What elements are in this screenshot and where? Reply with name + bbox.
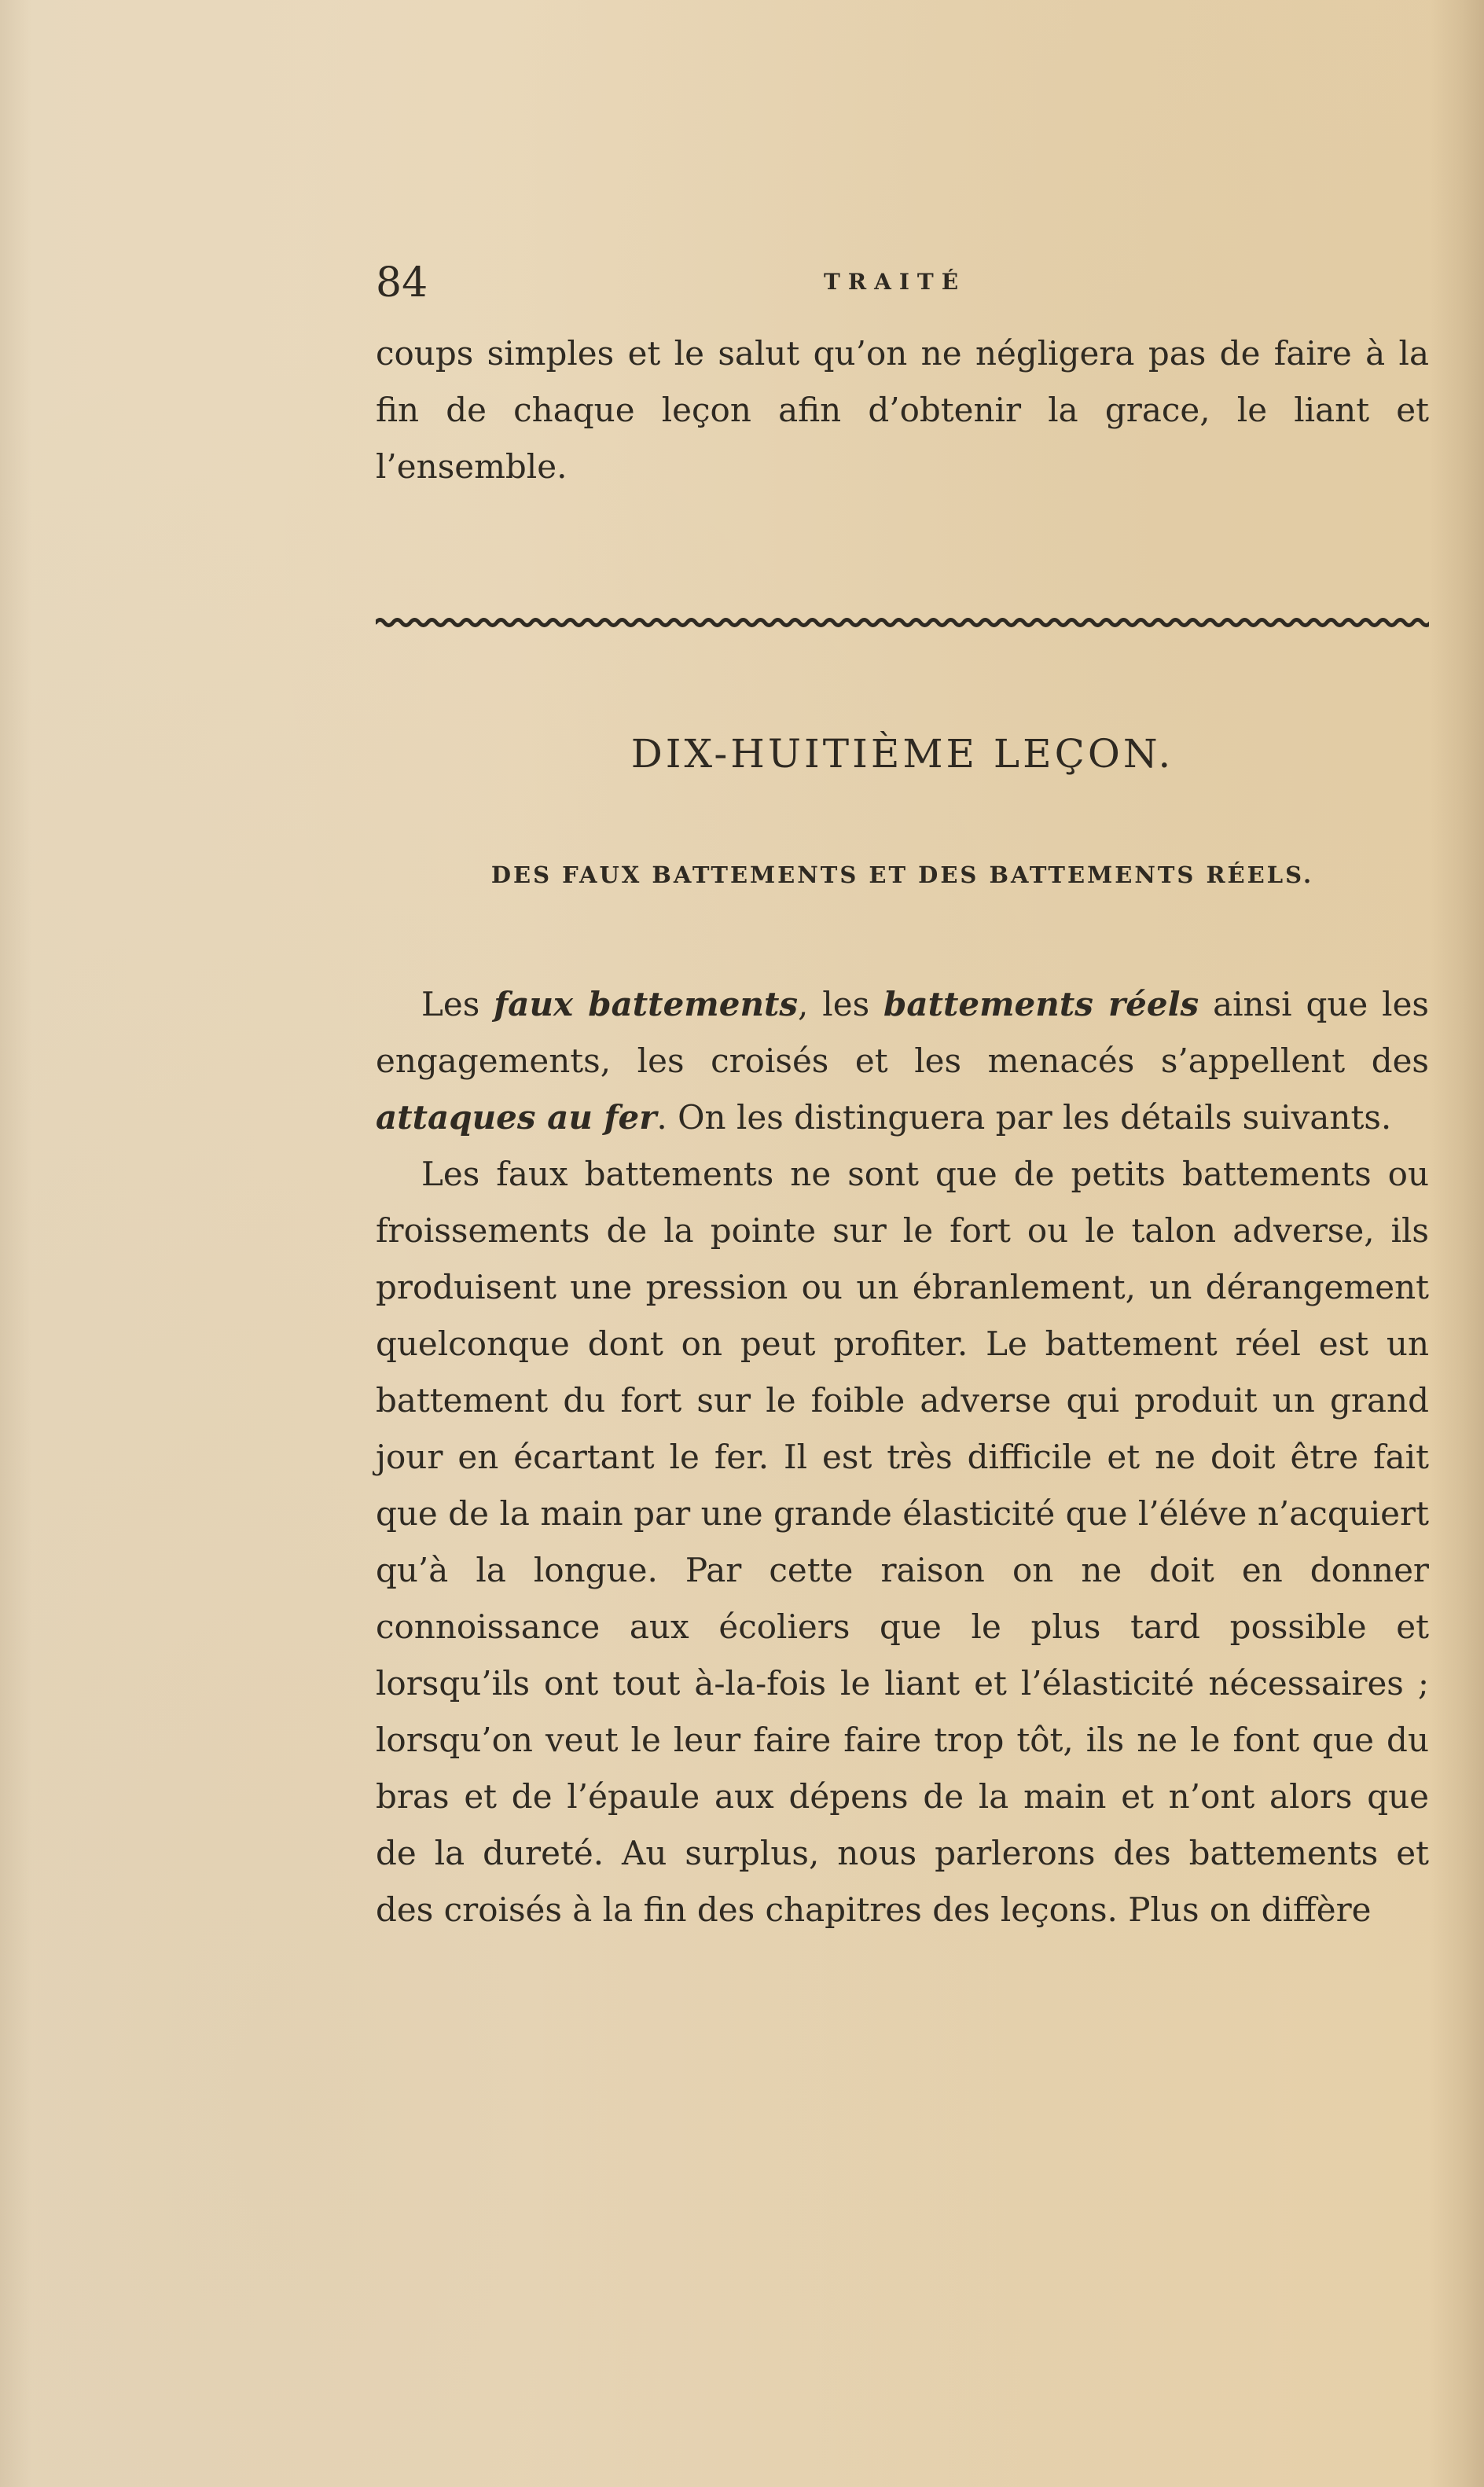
text-run: Les <box>421 985 494 1023</box>
continuation-text-block <box>376 325 1429 495</box>
page-gutter-shadow <box>1429 0 1484 2487</box>
continuation-paragraph: coups simples et le salut qu’on ne négligera pas de faire à la fin de chaque leçon afin d’obtenir la grace, le liant et l’ensemble. <box>376 334 1429 486</box>
text-run: ainsi que les engagements, les croisés et les menacés s’appellent des <box>376 985 1429 1080</box>
italic-term: battements réels <box>883 985 1199 1023</box>
italic-term: attaques au fer <box>376 1098 657 1137</box>
wavy-rule-ornament <box>376 613 1429 632</box>
paragraph-attacks-definition <box>376 976 1429 1146</box>
italic-term: faux battements <box>494 985 799 1023</box>
paragraph-battements: Les faux battements ne sont que de petits battements ou froissements de la pointe sur le fort ou le talon adverse, ils produisent une pression ou un ébranlement, un dérangement quelconque dont on peut profiter. Le battement réel est un battement du fort sur le foible adverse qui produit un grand jour en écartant le fer. Il est très difficile et ne doit être fait que de la main par une grande élasticité que l’éléve n’acquiert qu’à la longue. Par cette raison on ne doit en donner connoissance aux écoliers que le plus tard possible et lorsqu’ils ont tout à-la-fois le liant et l’élasticité nécessaires ; lorsqu’on veut le leur faire faire trop tôt, ils ne le font que du bras et de l’épaule aux dépens de la main et n’ont alors que de la dureté. Au surplus, nous parlerons des battements et des croisés à la fin des chapitres des leçons. Plus on diffère <box>376 1155 1429 1929</box>
text-run: . On les distinguera par les détails suivants. <box>656 1098 1392 1137</box>
text-run: , les <box>798 985 884 1023</box>
running-head <box>376 255 1429 310</box>
page-edge-shadow <box>0 0 31 2487</box>
page-number: 84 <box>376 259 428 307</box>
body-text-block <box>376 976 1429 1938</box>
running-title: TRAITÉ <box>824 269 967 295</box>
lesson-subtitle: DES FAUX BATTEMENTS ET DES BATTEMENTS RÉELS. <box>490 861 1314 888</box>
lesson-title: DIX-HUITIÈME LEÇON. <box>630 731 1174 777</box>
